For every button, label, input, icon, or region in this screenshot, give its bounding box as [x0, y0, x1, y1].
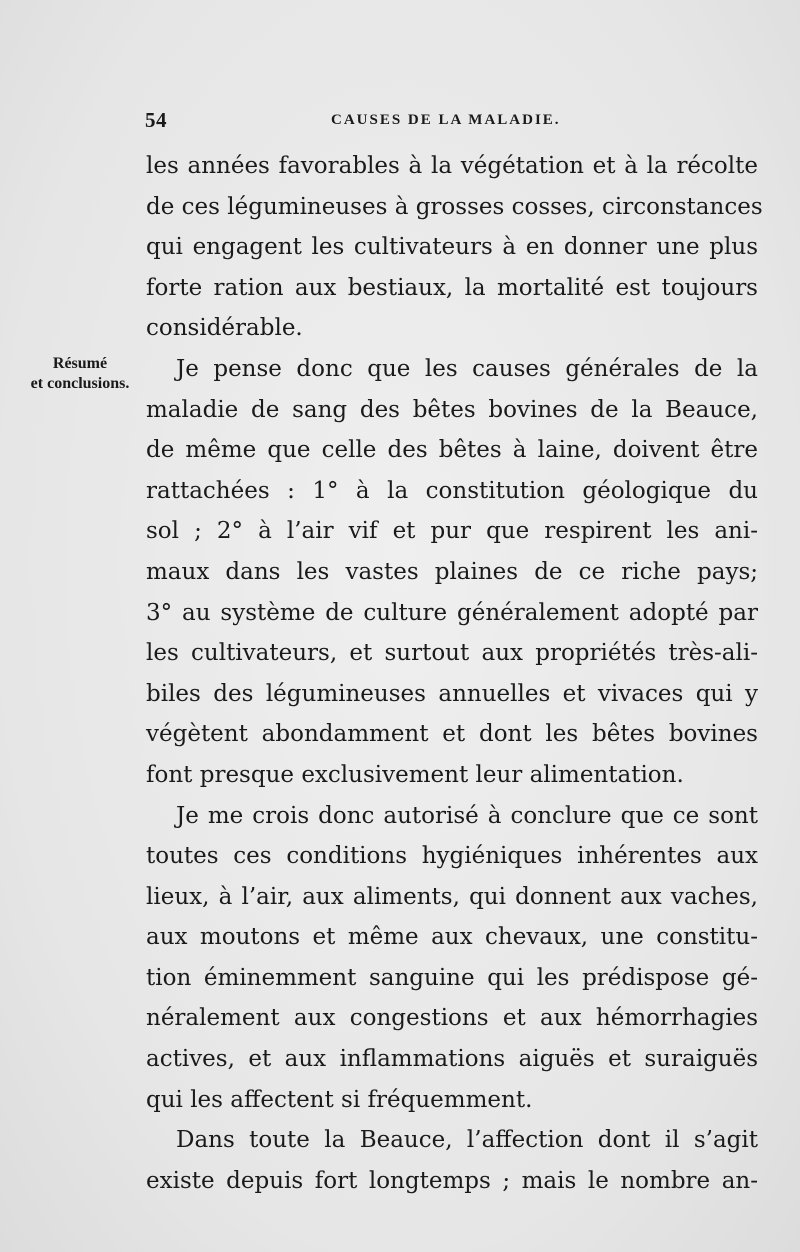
text-line: lieux, à l’air, aux aliments, qui donnent aux vaches, [146, 883, 758, 910]
paragraph [146, 146, 763, 349]
page-header [145, 108, 585, 138]
text-line: les cultivateurs, et surtout aux propriétés très-ali- [146, 640, 758, 667]
text-line: végètent abondamment et dont les bêtes bovines [146, 721, 758, 748]
text-line: actives, et aux inflammations aiguës et suraiguës [146, 1046, 758, 1073]
text-line: Je pense donc que les causes générales de la [176, 355, 758, 382]
page-number: 54 [145, 108, 167, 132]
text-line: maux dans les vastes plaines de ce riche pays; [146, 558, 758, 585]
text-line: sol ; 2° à l’air vif et pur que respirent les ani- [146, 518, 758, 545]
text-line: qui engagent les cultivateurs à en donner une plus [146, 234, 758, 261]
text-line: existe depuis fort longtemps ; mais le nombre an- [146, 1167, 758, 1194]
text-line: de même que celle des bêtes à laine, doivent être [146, 437, 758, 464]
paragraph [146, 349, 758, 796]
text-line: de ces légumineuses à grosses cosses, circonstances [146, 193, 763, 220]
body-text [146, 146, 763, 1201]
text-line: rattachées : 1° à la constitution géologique du [146, 477, 758, 504]
paragraph [146, 796, 758, 1121]
text-line: 3° au système de culture généralement adopté par [146, 599, 758, 626]
text-line: biles des légumineuses annuelles et vivaces qui y [146, 680, 758, 707]
text-line: tion éminemment sanguine qui les prédispose gé- [146, 964, 758, 991]
text-line: aux moutons et même aux chevaux, une constitu- [146, 924, 758, 951]
text-line: qui les affectent si fréquemment. [146, 1086, 533, 1113]
paragraph [146, 1120, 758, 1201]
text-line: font presque exclusivement leur alimentation. [146, 761, 684, 788]
margin-note-line: Résumé [52, 355, 108, 372]
text-line: Dans toute la Beauce, l’affection dont il s’agit [176, 1127, 758, 1154]
text-line: considérable. [146, 315, 303, 342]
margin-note-line: et conclusions. [30, 375, 130, 392]
text-line: les années favorables à la végétation et à la récolte [146, 153, 758, 179]
text-line: Je me crois donc autorisé à conclure que ce sont [176, 802, 758, 829]
text-line: maladie de sang des bêtes bovines de la Beauce, [146, 396, 758, 423]
running-head: CAUSES DE LA MALADIE. [331, 112, 561, 128]
text-line: forte ration aux bestiaux, la mortalité est toujours [146, 274, 758, 301]
margin-note [10, 354, 150, 394]
text-line: néralement aux congestions et aux hémorrhagies [146, 1005, 758, 1032]
text-line: toutes ces conditions hygiéniques inhérentes aux [146, 843, 758, 870]
